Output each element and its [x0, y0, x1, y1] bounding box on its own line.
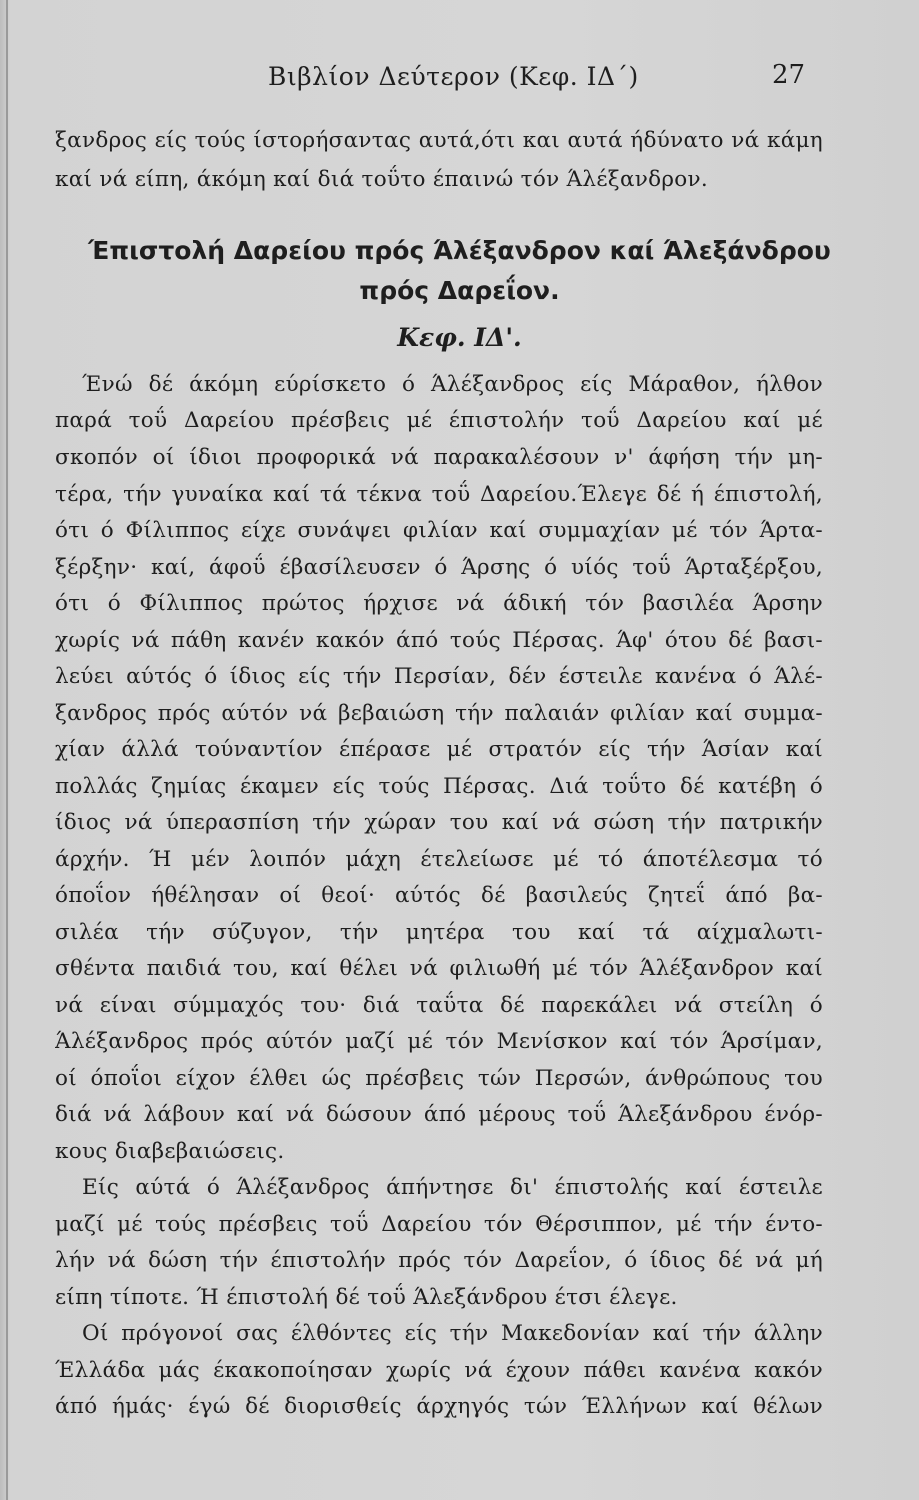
running-head: [0, 62, 919, 102]
body-line: Είς αύτά ό Άλέξανδρος άπήντησε δι' έπιστολής καί έστειλε: [82, 1175, 823, 1200]
body-line: μαζί μέ τούς πρέσβεις τοΰ Δαρείου τόν Θέρσιππον, μέ τήν έντο-: [55, 1212, 823, 1237]
body-line: ξανδρος πρός αύτόν νά βεβαιώση τήν παλαιάν φιλίαν καί συμμα-: [55, 701, 823, 726]
chapter-label: Κεφ. ΙΔ'.: [397, 323, 522, 352]
section-heading-line2: πρός Δαρεΐον.: [359, 276, 560, 305]
body-line: είπη τίποτε. Ή έπιστολή δέ τοΰ Άλεξάνδρου έτσι έλεγε.: [55, 1285, 678, 1310]
intro-line: ξανδρος είς τούς ίστορήσαντας αυτά,ότι και αυτά ήδύνατο νά κάμη: [55, 128, 823, 153]
body-line: ότι ό Φίλιππος είχε συνάψει φιλίαν καί συμμαχίαν μέ τόν Άρτα-: [55, 518, 823, 543]
body-line: χίαν άλλά τούναντίον έπέρασε μέ στρατόν είς τήν Άσίαν καί: [55, 737, 823, 762]
body-line: σκοπόν οί ίδιοι προφορικά νά παρακαλέσουν ν' άφήση τήν μη-: [55, 445, 823, 470]
body-line: παρά τοΰ Δαρείου πρέσβεις μέ έπιστολήν τοΰ Δαρείου καί μέ: [55, 408, 823, 433]
body-line: χωρίς νά πάθη κανέν κακόν άπό τούς Πέρσας. Άφ' ότου δέ βασι-: [55, 628, 823, 653]
body-line: Άλέξανδρος πρός αύτόν μαζί μέ τόν Μενίσκον καί τόν Άρσίμαν,: [55, 1029, 823, 1054]
body-line: σιλέα τήν σύζυγον, τήν μητέρα του καί τά αίχμαλωτι-: [55, 920, 823, 945]
body-line: όποΐον ήθέλησαν οί θεοί· αύτός δέ βασιλεύς ζητεΐ άπό βα-: [55, 883, 823, 908]
body-line: σθέντα παιδιά του, καί θέλει νά φιλιωθή μέ τόν Άλέξανδρον καί: [55, 956, 823, 981]
page-edge: [6, 0, 8, 1500]
body-line: Έλλάδα μάς έκακοποίησαν χωρίς νά έχουν πάθει κανένα κακόν: [55, 1358, 823, 1383]
body-line: Ένώ δέ άκόμη εύρίσκετο ό Άλέξανδρος είς Μάραθον, ήλθον: [82, 372, 823, 397]
body-line: οί όποΐοι είχον έλθει ώς πρέσβεις τών Περσών, άνθρώπους του: [55, 1066, 823, 1091]
body-line: λήν νά δώση τήν έπιστολήν πρός τόν Δαρεΐον, ό ίδιος δέ νά μή: [55, 1248, 823, 1273]
body-line: νά είναι σύμμαχός του· διά ταΰτα δέ παρεκάλει νά στείλη ό: [55, 993, 823, 1018]
body-line: ξέρξην· καί, άφοΰ έβασίλευσεν ό Άρσης ό υίός τοΰ Άρταξέρξου,: [55, 555, 823, 580]
page-number: 27: [772, 60, 806, 90]
body-line: Οί πρόγονοί σας έλθόντες είς τήν Μακεδονίαν καί τήν άλλην: [82, 1321, 823, 1346]
body-line: ότι ό Φίλιππος πρώτος ήρχισε νά άδική τόν βασιλέα Άρσην: [55, 591, 823, 616]
running-title: Βιβλίον Δεύτερον (Κεφ. ΙΔ΄): [268, 62, 639, 91]
body-line: τέρα, τήν γυναίκα καί τά τέκνα τοΰ Δαρείου.Έλεγε δέ ή έπιστολή,: [55, 482, 823, 507]
body-line: άπό ήμάς· έγώ δέ διορισθείς άρχηγός τών Έλλήνων καί θέλων: [55, 1394, 823, 1419]
body-line: κους διαβεβαιώσεις.: [55, 1139, 285, 1164]
body-line: λεύει αύτός ό ίδιος είς τήν Περσίαν, δέν έστειλε κανένα ό Άλέ-: [55, 664, 823, 689]
intro-line: καί νά είπη, άκόμη καί διά τοΰτο έπαινώ τόν Άλέξανδρον.: [55, 167, 709, 192]
body-line: πολλάς ζημίας έκαμεν είς τούς Πέρσας. Διά τοΰτο δέ κατέβη ό: [55, 774, 823, 799]
section-heading-line1: Έπιστολή Δαρείου πρός Άλέξανδρον καί Άλεξάνδρου: [88, 236, 831, 265]
body-line: ίδιος νά ύπερασπίση τήν χώραν του καί νά σώση τήν πατρικήν: [55, 810, 823, 835]
body-line: άρχήν. Ή μέν λοιπόν μάχη έτελείωσε μέ τό άποτέλεσμα τό: [55, 847, 823, 872]
body-line: διά νά λάβουν καί νά δώσουν άπό μέρους τοΰ Άλεξάνδρου ένόρ-: [55, 1102, 823, 1127]
